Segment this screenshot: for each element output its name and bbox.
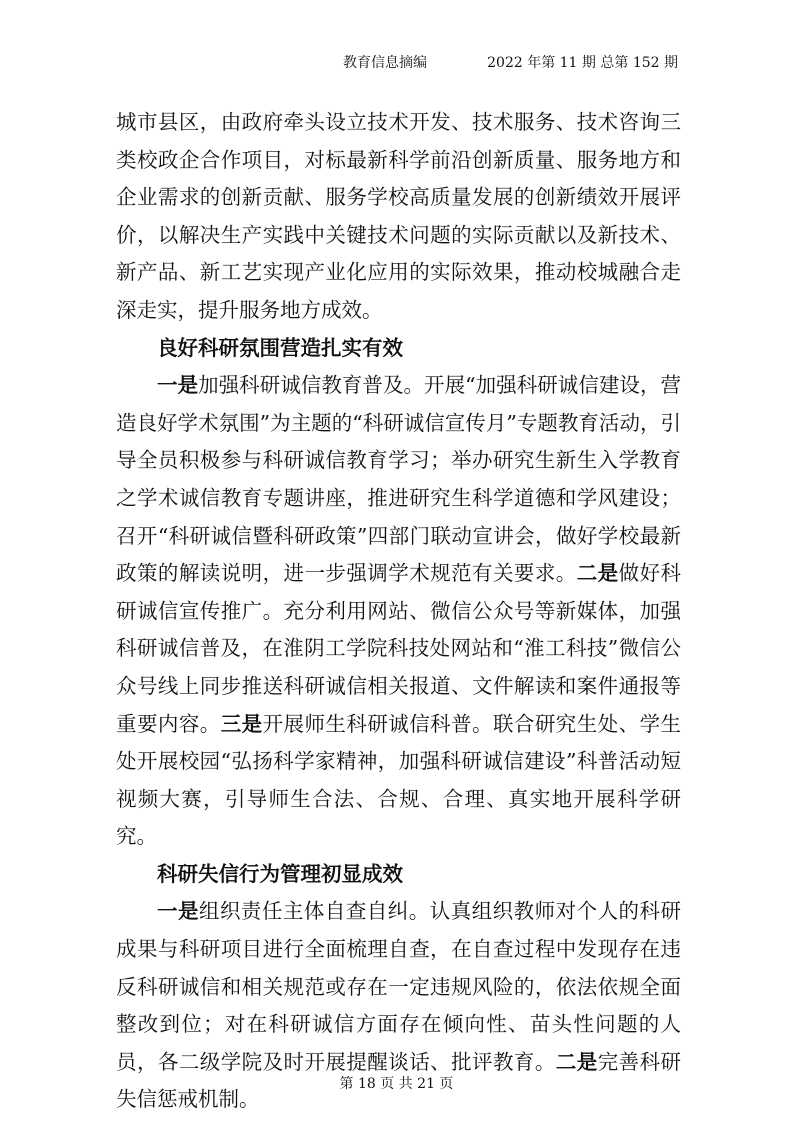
ordinal-lead: 三是 [220,711,263,736]
paragraph-text: 组织责任主体自查自纠。认真组织教师对个人的科研成果与科研项目进行全面梳理自查，在自查过程中发现存在违反科研诚信和相关规范或存在一定违规风险的，依法依规全面整改到位；对在科研诚信方面存在倾向性、苗头性问题的人员，各二级学院及时开展提醒谈话、批评教育。 [116,899,682,1074]
paragraph-text: 开展师生科研诚信科普。联合研究生处、学生处开展校园“弘扬科学家精神，加强科研诚信建设”科普活动短视频大赛，引导师生合法、合规、合理、真实地开展科学研究。 [116,711,682,849]
document-body [116,104,681,1119]
publication-title: 教育信息摘编 [343,55,427,71]
page-footer [0,1073,793,1093]
ordinal-lead: 一是 [157,899,199,924]
paragraph-text: 加强科研诚信教育普及。开展“加强科研诚信建设，营造良好学术氛围”为主题的“科研诚信宣传月”专题教育活动，引导全员积极参与科研诚信教育学习；举办研究生新生入学教育之学术诚信教育专题讲座，推进研究生科学道德和学风建设；召开“科研诚信暨科研政策”四部门联动宣讲会，做好学校最新政策的解读说明，进一步强调学术规范有关要求。 [116,373,682,586]
heading-text: 良好科研氛围营造扎实有效 [157,335,403,360]
ordinal-lead: 二是 [555,1049,598,1074]
paragraph-text: 城市县区，由政府牵头设立技术开发、技术服务、技术咨询三类校政企合作项目，对标最新科学前沿创新质量、服务地方和企业需求的创新贡献、服务学校高质量发展的创新绩效开展评价，以解决生产实践中关键技术问题的实际贡献以及新技术、新产品、新工艺实现产业化应用的实际效果，推动校城融合走深走实，提升服务地方成效。 [116,110,681,322]
paragraph [116,104,681,330]
issue-number: 2022 年第 11 期 总第 152 期 [487,55,678,71]
section-heading [116,856,681,894]
ordinal-lead: 二是 [576,561,619,586]
paragraph-text: 做好科研诚信宣传推广。充分利用网站、微信公众号等新媒体，加强科研诚信普及，在淮阴工学院科技处网站和“淮工科技”微信公众号线上同步推送科研诚信相关报道、文件解读和案件通报等重要内容。 [116,561,682,736]
paragraph-text: 完善科研失信惩戒机制。 [116,1049,682,1112]
page-number: 第 18 页 共 21 页 [339,1076,454,1092]
section-heading [116,330,681,368]
heading-text: 科研失信行为管理初显成效 [157,861,403,886]
page-header [343,52,678,72]
ordinal-lead: 一是 [157,373,199,398]
paragraph [116,367,681,856]
